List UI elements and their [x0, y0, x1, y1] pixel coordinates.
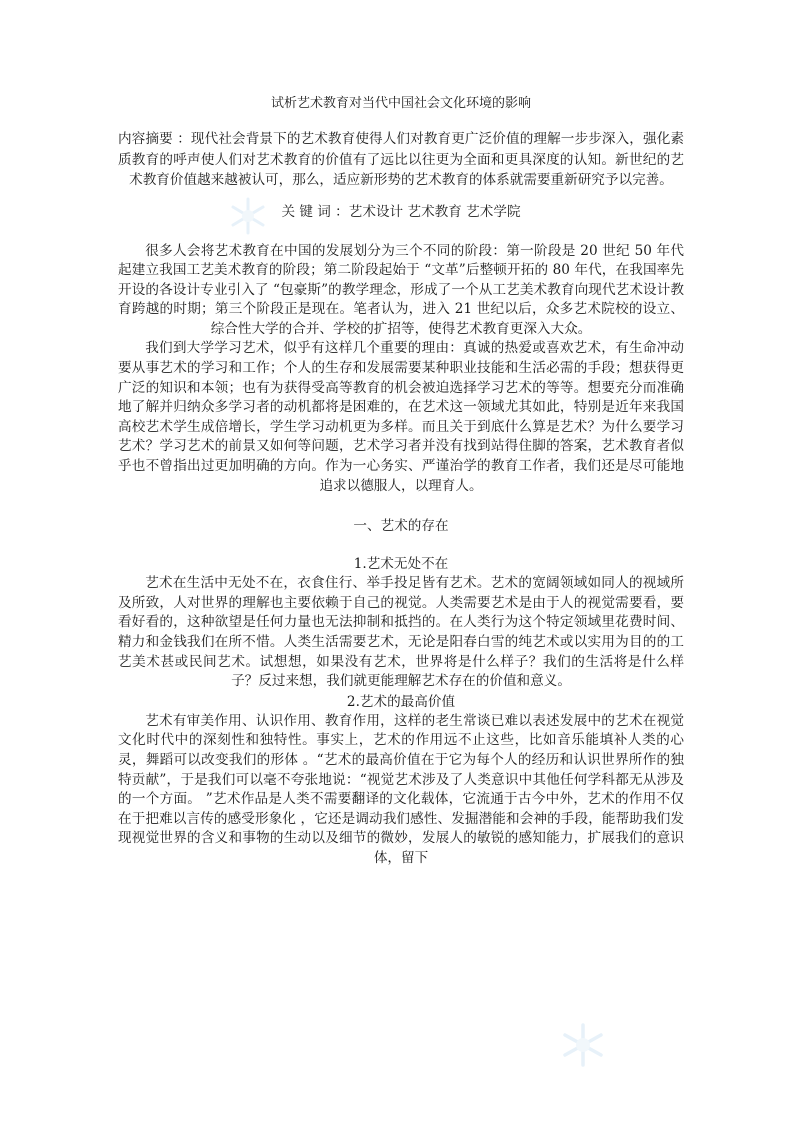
snowflake-watermark-icon [560, 1022, 606, 1068]
body-paragraph: 艺术在生活中无处不在，衣食住行、举手投足皆有艺术。艺术的宽阔领域如同人的视域所及所致，人对世界的理解也主要依赖于自己的视觉。人类需要艺术是由于人的视觉需要看，要看好看的，这种欲望是任何力量也无法抑制和抵挡的。在人类行为这个特定领域里花费时间、精力和金钱我们在所不惜。人类生活需要艺术，无论是阳春白雪的纯艺术或以实用为目的的工艺美术甚或民间艺术。试想想，如果没有艺术，世界将是什么样子？我们的生活将是什么样子？反过来想，我们就更能理解艺术存在的价值和意义。 [118, 575, 684, 690]
abstract-paragraph: 内容摘要 ：现代社会背景下的艺术教育使得人们对教育更广泛价值的理解一步步深入，强化素质教育的呼声使人们对艺术教育的价值有了远比以往更为全面和更具深度的认知。新世纪的艺术教育价值越来越被认可，那么，适应新形势的艺术教育的体系就需要重新研究予以完善。 [118, 131, 684, 188]
document-title: 试析艺术教育对当代中国社会文化环境的影响 [270, 96, 531, 111]
document-content [118, 95, 684, 869]
body-paragraph: 我们到大学学习艺术，似乎有这样几个重要的理由：真诚的热爱或喜欢艺术，有生命冲动要从事艺术的学习和工作；个人的生存和发展需要某种职业技能和生活必需的手段；想获得更广泛的知识和本领；也有为获得受高等教育的机会被迫选择学习艺术的等等。想要充分而准确地了解并归纳众多学习者的动机都将是困难的，在艺术这一领域尤其如此，特别是近年来我国高校艺术学生成倍增长，学生学习动机更为多样。而且关于到底什么算是艺术？为什么要学习艺术？学习艺术的前景又如何等问题，艺术学习者并没有找到站得住脚的答案，艺术教育者似乎也不曾指出过更加明确的方向。作为一心务实、严谨治学的教育工作者，我们还是尽可能地追求以德服人，以理育人。 [118, 340, 684, 494]
section-heading: 一、艺术的存在 [353, 518, 449, 535]
keywords-line: 关 键 词 ：艺术设计 艺术教育 艺术学院 [281, 203, 521, 220]
body-paragraph: 艺术有审美作用、认识作用、教育作用，这样的老生常谈已难以表述发展中的艺术在视觉文化时代中的深刻性和独特性。事实上，艺术的作用远不止这些，比如音乐能填补人类的心灵，舞蹈可以改变我们的形体 。“艺术的最高价值在于它为每个人的经历和认识世界所作的独特贡献”，于是我们可以毫不夸张地说：“视觉艺术涉及了人类意识中其他任何学科都无从涉及的一个方面。 ”艺术作品是人类不需要翻译的文化载体，它流通于古今中外，艺术的作用不仅在于把难以言传的感受形象化 ，它还是调动我们感性、发掘潜能和会神的手段，能帮助我们发现视觉世界的含义和事物的生动以及细节的微妙，发展人的敏锐的感知能力，扩展我们的意识体，留下 [118, 712, 684, 866]
subsection-heading: 1.艺术无处不在 [353, 556, 449, 573]
subsection-heading: 2.艺术的最高价值 [346, 693, 456, 710]
body-paragraph: 很多人会将艺术教育在中国的发展划分为三个不同的阶段：第一阶段是 20 世纪 50 年代起建立我国工艺美术教育的阶段；第二阶段起始于 “文革”后整顿开拓的 80 年代，在我国率先开设的各设计专业引入了 “包豪斯”的教学理念，形成了一个从工艺美术教育向现代艺术设计教育跨越的时期；第三个阶段正是现在。笔者认为，进入 21 世纪以后，众多艺术院校的设立、综合性大学的合并、学校的扩招等，使得艺术教育更深入大众。 [118, 242, 684, 337]
